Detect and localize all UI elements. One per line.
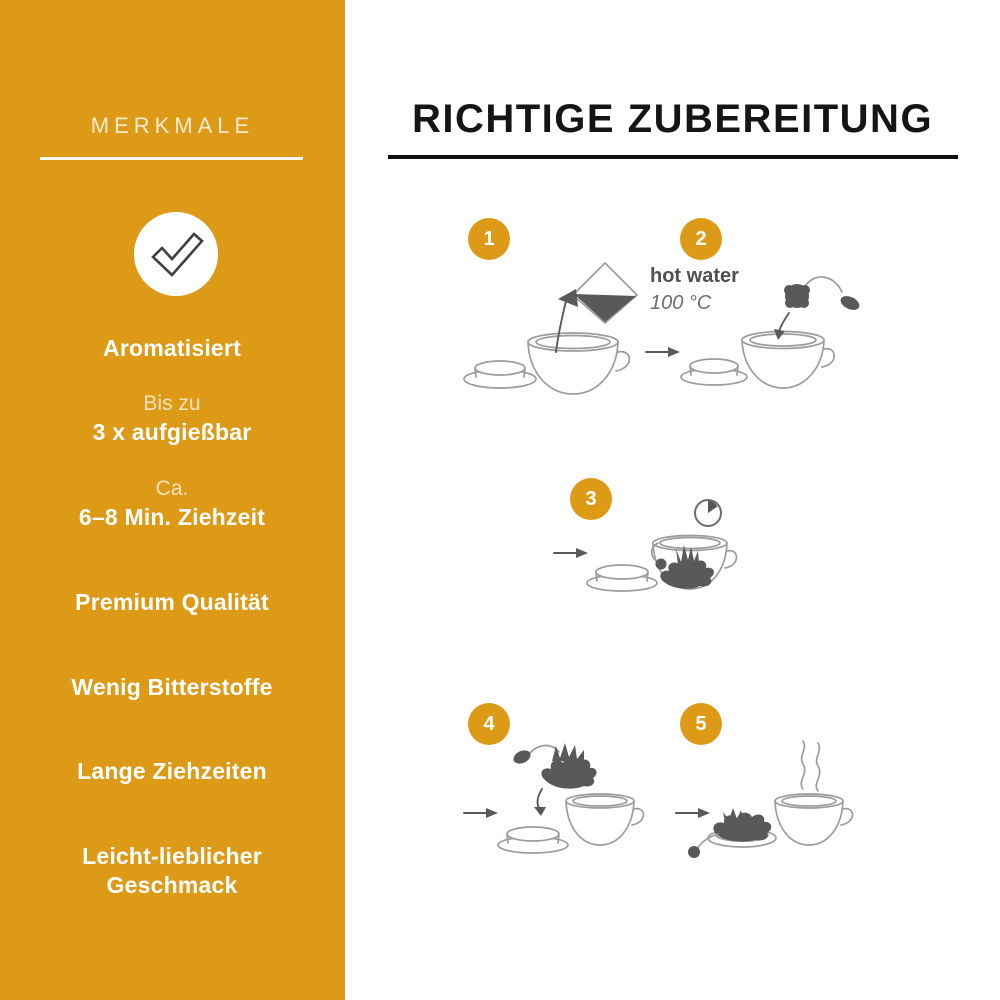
sidebar-title: MERKMALE [90, 113, 255, 138]
step-4-badge: 4 [468, 703, 510, 745]
feature-item [22, 390, 322, 447]
feature-prefix: Ca. [155, 477, 189, 500]
features-sidebar [0, 0, 345, 1000]
arrow-right-icon [554, 548, 588, 558]
feature-label: Lange Ziehzeiten [77, 758, 267, 784]
teacup-icon [528, 333, 629, 394]
feature-item [22, 757, 322, 786]
teacup-icon [742, 332, 834, 389]
steps-illustration [345, 180, 1000, 1000]
step-1-badge: 1 [468, 218, 510, 260]
sidebar-divider [40, 157, 303, 160]
feature-item [22, 334, 322, 363]
feature-label: 3 x aufgießbar [92, 419, 252, 445]
cup-lid-icon [681, 359, 747, 385]
cup-lid-icon [587, 565, 657, 591]
steam-icon [801, 741, 819, 791]
arrow-down-icon [534, 789, 546, 816]
step-3-illustration [554, 500, 737, 591]
teacup-icon [566, 794, 644, 845]
feature-item [22, 673, 322, 702]
feature-prefix: Bis zu [143, 392, 201, 415]
step-3-badge: 3 [570, 478, 612, 520]
preparation-panel [345, 0, 1000, 1000]
feature-label: 6–8 Min. Ziehzeit [78, 504, 266, 530]
step-2-badge: 2 [680, 218, 722, 260]
check-icon [131, 209, 221, 299]
arrow-right-icon [646, 347, 680, 357]
feature-label: Leicht-lieblicher Geschmack [82, 843, 262, 898]
feature-item [22, 842, 322, 900]
cup-lid-icon [464, 361, 536, 388]
arrow-right-icon [464, 808, 498, 818]
feature-label: Wenig Bitterstoffe [71, 674, 273, 700]
step-4-illustration [464, 743, 644, 853]
tea-ball-icon [784, 277, 862, 313]
tea-flower-icon [511, 743, 596, 789]
page-title: RICHTIGE ZUBEREITUNG [411, 97, 934, 141]
feature-item [22, 475, 322, 532]
feature-label: Premium Qualität [75, 589, 269, 615]
arrow-right-icon [676, 808, 710, 818]
step-5-badge: 5 [680, 703, 722, 745]
cup-lid-icon [498, 827, 568, 853]
timer-icon [695, 500, 721, 526]
temperature-label: 100 °C [650, 292, 712, 314]
hot-water-label: hot water [650, 265, 739, 287]
feature-item [22, 588, 322, 617]
feature-label: Aromatisiert [103, 335, 241, 361]
title-divider [388, 155, 958, 159]
step-5-illustration [676, 741, 853, 858]
teacup-icon [775, 794, 853, 845]
step-2-illustration [681, 277, 862, 388]
step-1-illustration [464, 263, 680, 394]
